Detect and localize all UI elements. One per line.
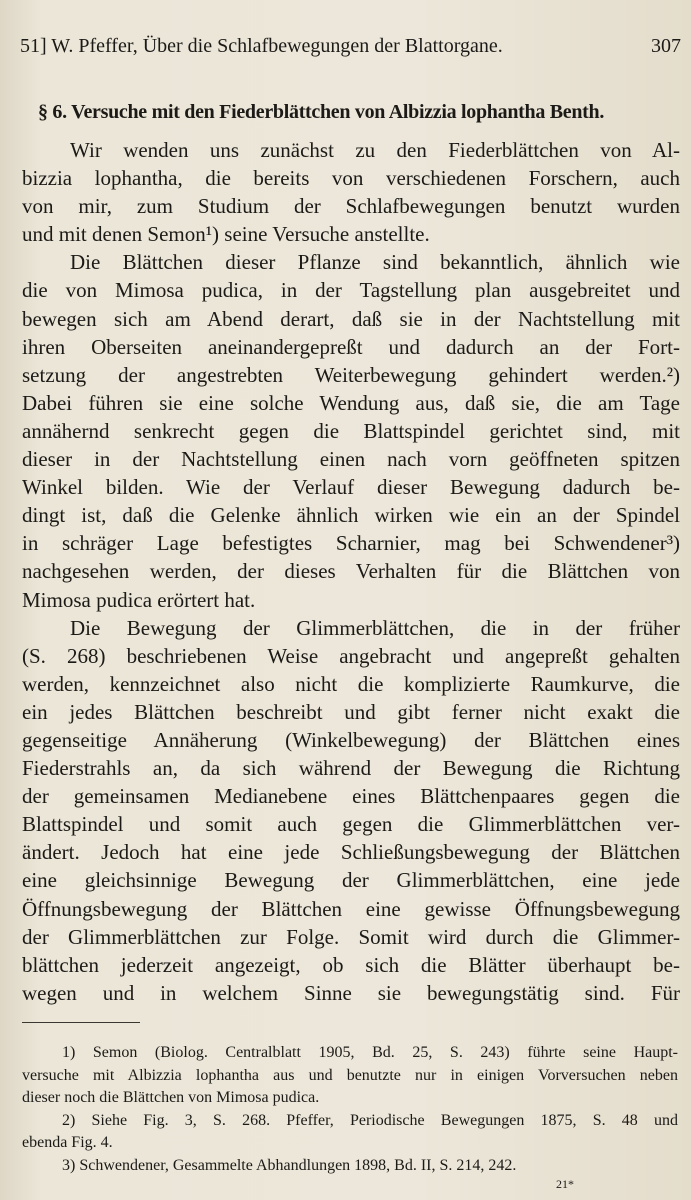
body-line: annähernd senkrecht gegen die Blattspindel gerichtet sind, mit [22,418,680,443]
body-line: bizzia lophantha, die bereits von verschiedenen Forschern, auch [22,166,680,191]
body-line: Fiederstrahls an, da sich während der Bewegung die Richtung [22,756,680,781]
footnote-rule [22,1022,140,1023]
body-line: Die Blättchen dieser Pflanze sind bekanntlich, ähnlich wie [70,250,680,275]
signature-mark: 21* [556,1177,574,1191]
running-head-title: 51] W. Pfeffer, Über die Schlafbewegungen der Blattorgane. [20,35,503,57]
body-line: ihren Oberseiten aneinandergepreßt und dadurch an der Fort- [22,334,680,359]
body-line: gegenseitige Annäherung (Winkelbewegung) der Blättchen eines [22,727,680,752]
body-line: Die Bewegung der Glimmerblättchen, die in der früher [70,615,680,640]
footnote-line: ebenda Fig. 4. [22,1134,113,1151]
body-line: dieser in der Nachtstellung einen nach vorn geöffneten spitzen [22,447,680,472]
footnote-line: dieser noch die Blättchen von Mimosa pudica. [22,1089,320,1106]
body-line: eine gleichsinnige Bewegung der Glimmerblättchen, eine jede [22,868,680,893]
body-line: ein jedes Blättchen beschreibt und gibt ferner nicht exakt die [22,699,680,724]
body-line: von mir, zum Studium der Schlafbewegungen benutzt wurden [22,194,680,219]
body-line: Blattspindel und somit auch gegen die Glimmerblättchen ver- [22,812,680,837]
body-line: Winkel bilden. Wie der Verlauf dieser Bewegung dadurch be- [22,475,680,500]
body-line: Öffnungsbewegung der Blättchen eine gewisse Öffnungsbewegung [22,896,680,921]
body-line: blättchen jederzeit angezeigt, ob sich die Blätter überhaupt be- [22,952,680,977]
body-line: der Glimmerblättchen zur Folge. Somit wird durch die Glimmer- [22,924,680,949]
body-line: in schräger Lage befestigtes Scharnier, mag bei Schwendener³) [22,531,680,556]
section-heading: § 6. Versuche mit den Fiederblättchen von Albizzia lophantha Benth. [38,101,605,123]
body-line: (S. 268) beschriebenen Weise angebracht und angepreßt gehalten [22,643,680,668]
body-line: setzung der angestrebten Weiterbewegung gehindert werden.²) [22,362,680,387]
footnote-line: 1) Semon (Biolog. Centralblatt 1905, Bd. 25, S. 243) führte seine Haupt- [62,1044,678,1061]
running-head [20,30,681,62]
body-line: nachgesehen werden, der dieses Verhalten für die Blättchen von [22,559,680,584]
body-line: Dabei führen sie eine solche Wendung aus, daß sie, die am Tage [22,390,680,415]
body-line: Wir wenden uns zunächst zu den Fiederblättchen von Al- [70,138,680,162]
footnote-line: 3) Schwendener, Gesammelte Abhandlungen 1898, Bd. II, S. 214, 242. [62,1156,517,1174]
body-line: bewegen sich am Abend derart, daß sie in der Nachtstellung mit [22,306,680,331]
body-line: dingt ist, daß die Gelenke ähnlich wirken wie ein an der Spindel [22,503,680,528]
footnote-line: 2) Siehe Fig. 3, S. 268. Pfeffer, Periodische Bewegungen 1875, S. 48 und [62,1111,678,1129]
body-line: ändert. Jedoch hat eine jede Schließungsbewegung der Blättchen [22,840,680,865]
footnotes [22,1042,678,1177]
body-text [22,136,680,1007]
body-line: werden, kennzeichnet also nicht die komplizierte Raumkurve, die [22,671,680,696]
body-line: und mit denen Semon¹) seine Versuche anstellte. [22,222,430,247]
body-line: der gemeinsamen Medianebene eines Blättchenpaares gegen die [22,784,680,809]
body-line: wegen und in welchem Sinne sie bewegungstätig sind. Für [22,980,680,1005]
body-line: Mimosa pudica erörtert hat. [22,587,256,612]
page-number: 307 [651,35,681,57]
footnote-line: versuche mit Albizzia lophantha aus und benutzte nur in einigen Vorversuchen neben [22,1066,678,1084]
body-line: die von Mimosa pudica, in der Tagstellung plan ausgebreitet und [22,278,680,303]
